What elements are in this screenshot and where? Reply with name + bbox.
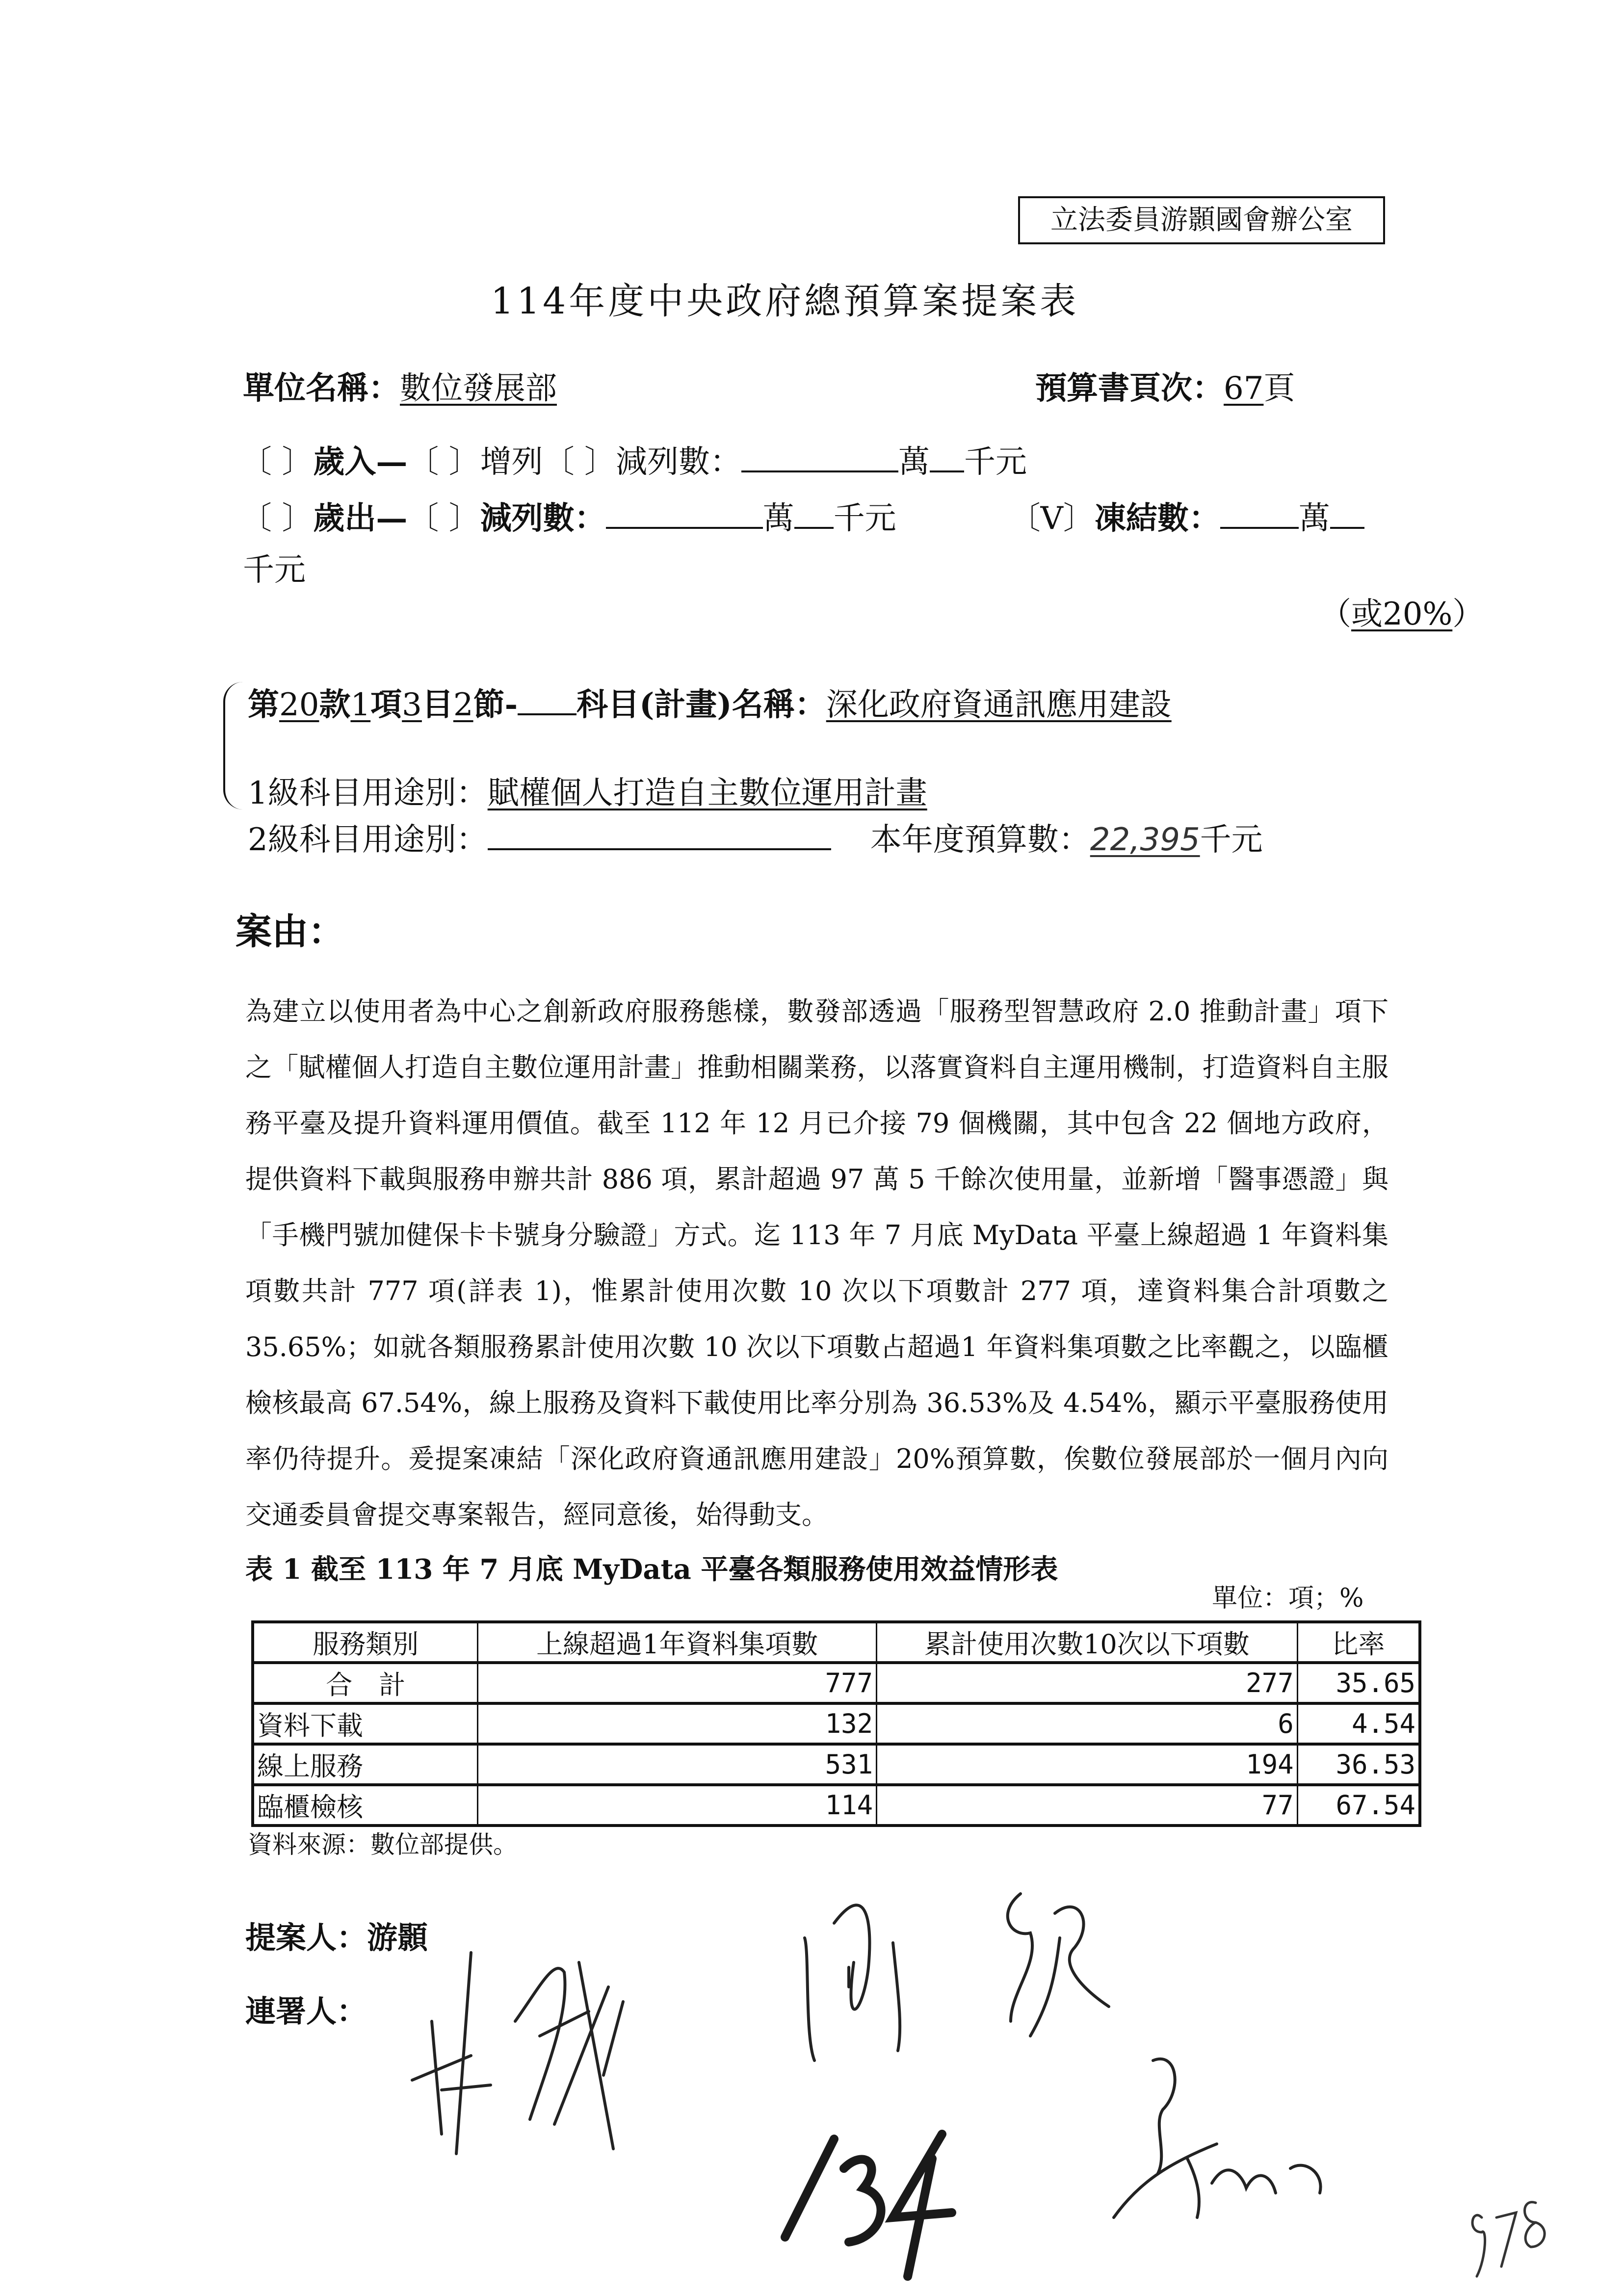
value-cell: 531 <box>478 1744 877 1785</box>
value-cell: 67.54 <box>1297 1785 1420 1826</box>
signature-2 <box>805 1905 900 2061</box>
unit-name-value: 數位發展部 <box>400 370 557 407</box>
header-cell: 累計使用次數10次以下項數 <box>877 1622 1298 1663</box>
category-cell: 合 計 <box>253 1663 478 1703</box>
category-cell: 臨櫃檢核 <box>253 1785 478 1826</box>
header-cell: 服務類別 <box>253 1622 478 1663</box>
subject-jie: 2 <box>453 687 473 723</box>
percent-close: ） <box>1452 596 1484 632</box>
freeze-checkbox[interactable]: 〔V〕 <box>1009 500 1095 537</box>
reason-heading: 案由： <box>236 911 344 953</box>
expense-wan-unit: 萬 <box>762 500 794 537</box>
revenue-qian-unit: 千元 <box>964 444 1027 480</box>
value-cell: 194 <box>877 1744 1298 1785</box>
annual-budget-value: 22,395 <box>1090 822 1200 858</box>
table-caption: 表 1 截至 113 年 7 月底 MyData 平臺各類服務使用效益情形表 <box>245 1553 1058 1586</box>
subject-kuan-label: 款 <box>319 686 351 723</box>
reason-text: 為建立以使用者為中心之創新政府服務態樣，數發部透過「服務型智慧政府 2.0 推動計畫」項下之「賦權個人打造自主數位運用計畫」推動相關業務，以落實資料自主運用機制，打造資料自主服務平臺及提升資料運用價值。截至 112 年 12 月已介接 79 個機關，其中包含 22 個地方政府，提供資料下載與服務申辦共計 886 項，累計超過 97 萬 5 千餘次使用量，並新增「醫事憑證」與「手機門號加健保卡卡號身分驗證」方式。迄 113 年 7 月底 MyData 平臺上線超過 1 年資料集項數共計 777 項(詳表 1)，惟累計使用次數 10 次以下項數計 277 項，達資料集合計項數之 35.65%；如就各類服務累計使用次數 10 次以下項數占超過1 年資料集項數之比率觀之，以臨櫃檢核最高 67.54%，線上服務及資料下載使用比率分別為 36.53%及 4.54%，顯示平臺服務使用率仍待提升。爰提案凍結「深化政府資通訊應用建設」20%預算數，俟數位發展部於一個月內向交通委員會提交專案報告，經同意後，始得動支。 <box>245 996 1388 1530</box>
budget-page-suffix: 頁 <box>1263 370 1295 407</box>
percent-or: 或 <box>1351 596 1383 632</box>
proposer-name: 游顥 <box>367 1920 428 1956</box>
level1-label: 1級科目用途別： <box>248 775 488 811</box>
revenue-checkbox[interactable]: 〔 〕 <box>240 444 314 480</box>
freeze-qian-unit: 千元 <box>243 552 306 588</box>
category-cell: 線上服務 <box>253 1744 478 1785</box>
signature-4 <box>1114 2059 1321 2218</box>
expense-label: 歲出— <box>313 500 408 537</box>
handwritten-page-number-134 <box>785 2134 952 2276</box>
expense-checkbox[interactable]: 〔 〕 <box>240 500 314 537</box>
freeze-label: 凍結數： <box>1094 500 1220 537</box>
value-cell: 6 <box>877 1703 1298 1744</box>
subject-mu-label: 目 <box>421 686 453 723</box>
value-cell: 4.54 <box>1297 1703 1420 1744</box>
expense-decrease-label: 減列數： <box>480 500 606 537</box>
revenue-increase-checkbox[interactable]: 〔 〕 <box>407 444 480 480</box>
revenue-wan-unit: 萬 <box>898 444 930 480</box>
expense-decrease-checkbox[interactable]: 〔 〕 <box>407 500 480 537</box>
freeze-wan-unit: 萬 <box>1298 500 1330 537</box>
value-cell: 777 <box>478 1663 877 1703</box>
subject-xiang: 1 <box>350 687 371 723</box>
revenue-decrease-label: 減列數： <box>616 444 742 480</box>
table-unit: 單位：項；% <box>1212 1584 1364 1613</box>
level1-value: 賦權個人打造自主數位運用計畫 <box>487 775 927 811</box>
subject-di: 第 <box>248 686 279 723</box>
expense-qian-unit: 千元 <box>833 500 896 537</box>
budget-page-value: 67 <box>1224 370 1264 407</box>
subject-name-label: 科目(計畫)名稱： <box>576 686 826 723</box>
page-title: 114年度中央政府總預算案提案表 <box>491 280 1079 322</box>
proposer-label: 提案人： <box>245 1920 367 1956</box>
subject-name: 深化政府資通訊應用建設 <box>826 687 1172 723</box>
revenue-decrease-checkbox[interactable]: 〔 〕 <box>543 444 616 480</box>
value-cell: 77 <box>877 1785 1298 1826</box>
unit-name-label: 單位名稱： <box>243 370 400 407</box>
value-cell: 36.53 <box>1297 1744 1420 1785</box>
header-cell: 上線超過1年資料集項數 <box>478 1622 877 1663</box>
table-source: 資料來源：數位部提供。 <box>248 1830 518 1859</box>
value-cell: 114 <box>478 1785 877 1826</box>
value-cell: 132 <box>478 1703 877 1744</box>
percent-value: 20% <box>1383 596 1453 632</box>
signature-3 <box>1008 1894 1109 2036</box>
header-cell: 比率 <box>1297 1622 1420 1663</box>
subject-jie-label: 節- <box>473 686 518 723</box>
office-label: 立法委員游顥國會辦公室 <box>1050 204 1353 236</box>
cosigner-label: 連署人： <box>245 1993 367 2029</box>
percent-open: （ <box>1320 596 1351 632</box>
annual-budget-unit: 千元 <box>1200 822 1263 858</box>
subject-kuan: 20 <box>279 687 319 723</box>
annual-budget-label: 本年度預算數： <box>870 822 1090 858</box>
subject-xiang-label: 項 <box>370 686 402 723</box>
revenue-label: 歲入— <box>313 444 408 480</box>
subject-mu: 3 <box>402 687 422 723</box>
handwritten-corner-number-978 <box>1472 2202 1545 2276</box>
value-cell: 35.65 <box>1297 1663 1420 1703</box>
value-cell: 277 <box>877 1663 1298 1703</box>
category-cell: 資料下載 <box>253 1703 478 1744</box>
revenue-increase-label: 增列 <box>480 444 543 480</box>
level2-label: 2級科目用途別： <box>248 822 488 858</box>
signature-1 <box>412 1953 623 2154</box>
budget-page-label: 預算書頁次： <box>1035 370 1224 407</box>
